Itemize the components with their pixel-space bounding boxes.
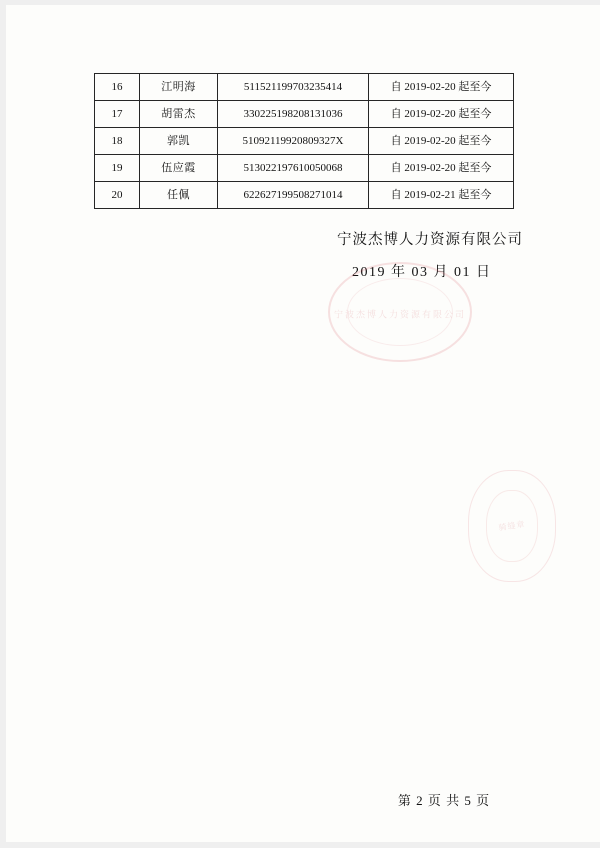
signature-block bbox=[337, 228, 547, 281]
table-row bbox=[95, 155, 514, 182]
page-number: 第 2 页 共 5 页 bbox=[397, 793, 491, 808]
seal-text: 宁波杰博人力资源有限公司 bbox=[333, 309, 467, 320]
row-name: 郭凯 bbox=[140, 128, 218, 155]
signature-date: 2019 年 03 月 01 日 bbox=[352, 265, 492, 280]
seal-inner-ring bbox=[347, 278, 453, 346]
page-edge-bottom bbox=[0, 842, 600, 848]
row-period-text: 自 2019-02-20 起至今 bbox=[390, 162, 492, 174]
seal-inner-ring bbox=[486, 490, 538, 562]
row-id-number: 511521199703235414 bbox=[218, 74, 369, 101]
company-name: 宁波杰博人力资源有限公司 bbox=[337, 232, 523, 248]
row-id-number: 622627199508271014 bbox=[218, 182, 369, 209]
row-period bbox=[369, 128, 514, 155]
row-period-text: 自 2019-02-20 起至今 bbox=[390, 108, 492, 120]
row-name: 任佩 bbox=[140, 182, 218, 209]
row-period bbox=[369, 74, 514, 101]
row-period-text: 自 2019-02-21 起至今 bbox=[390, 189, 492, 201]
row-index: 18 bbox=[95, 128, 140, 155]
table-row bbox=[95, 128, 514, 155]
row-id-number: 513022197610050068 bbox=[218, 155, 369, 182]
row-id-number: 330225198208131036 bbox=[218, 101, 369, 128]
row-index: 20 bbox=[95, 182, 140, 209]
table-row bbox=[95, 101, 514, 128]
row-name: 伍应霞 bbox=[140, 155, 218, 182]
page-edge-left bbox=[0, 0, 6, 848]
row-period-text: 自 2019-02-20 起至今 bbox=[390, 135, 492, 147]
row-index: 17 bbox=[95, 101, 140, 128]
row-period bbox=[369, 101, 514, 128]
table-row bbox=[95, 182, 514, 209]
record-table-container bbox=[94, 73, 509, 209]
seal-text: 骑缝章 bbox=[498, 519, 526, 533]
row-period bbox=[369, 182, 514, 209]
page-footer bbox=[0, 790, 600, 810]
row-id-number: 51092119920809327X bbox=[218, 128, 369, 155]
row-period bbox=[369, 155, 514, 182]
page-edge-top bbox=[0, 0, 600, 5]
row-index: 16 bbox=[95, 74, 140, 101]
row-period-text: 自 2019-02-20 起至今 bbox=[390, 81, 492, 93]
row-name: 江明海 bbox=[140, 74, 218, 101]
edge-seal-icon bbox=[468, 470, 556, 582]
row-index: 19 bbox=[95, 155, 140, 182]
row-name: 胡雷杰 bbox=[140, 101, 218, 128]
table-row bbox=[95, 74, 514, 101]
record-table bbox=[94, 73, 514, 209]
